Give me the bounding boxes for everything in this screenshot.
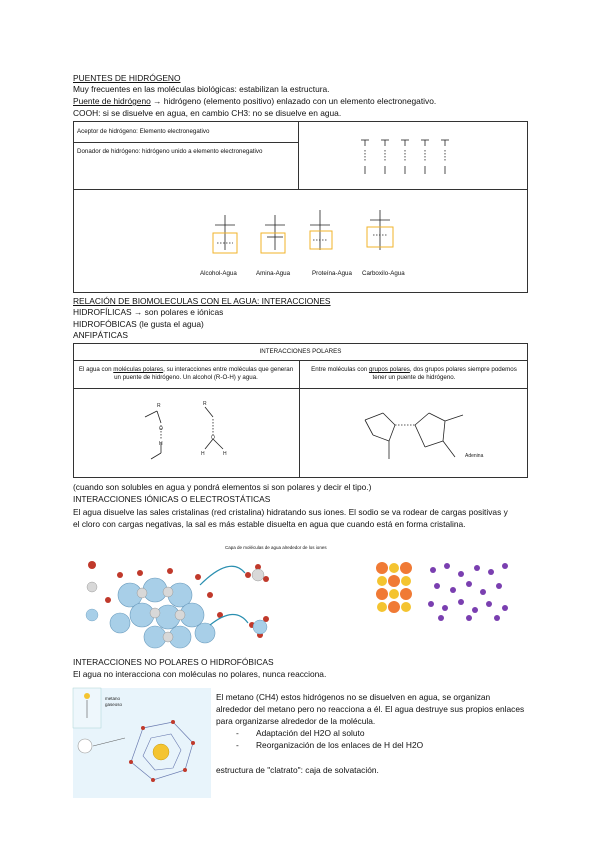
svg-text:Adenina: Adenina [465, 453, 484, 459]
section-title-no-polares: INTERACCIONES NO POLARES O HIDROFÓBICAS [73, 657, 274, 667]
figure-label: Alcohol-Agua [200, 270, 237, 277]
section-title-puentes: PUENTES DE HIDRÓGENO [73, 73, 181, 83]
cell-donador: Donador de hidrógeno: hidrógeno unido a elemento electronegativo [77, 148, 263, 155]
table-divider [298, 121, 299, 189]
term-moleculas-polares: moléculas polares [113, 366, 164, 373]
table-divider [73, 142, 299, 143]
hbond-schematic-figure [355, 128, 465, 178]
term-puente-hidrogeno: Puente de hidrógeno [73, 96, 151, 106]
svg-text:H: H [159, 441, 163, 447]
text-line: ANFIPÁTICAS [73, 330, 128, 340]
table-divider [299, 360, 300, 478]
table-header: INTERACCIONES POLARES [259, 348, 342, 355]
figure-label: Proteína-Agua [312, 270, 352, 277]
figure-label: Carboxilo-Agua [362, 270, 405, 277]
text-line: HIDROFÓBICAS (le gusta el agua) [73, 319, 204, 329]
clathrate-figure [73, 688, 211, 798]
section-title-ionicas: INTERACCIONES IÓNICAS O ELECTROSTÁTICAS [73, 494, 271, 504]
svg-text:O: O [211, 435, 215, 441]
cell-aceptor: Aceptor de hidrógeno: Elemento electronegativo [77, 128, 210, 135]
svg-text:H: H [201, 451, 205, 457]
text-line: COOH: si se disuelve en agua, en cambio CH3: no se disuelve en agua. [73, 108, 342, 118]
svg-text:gaseoso: gaseoso [105, 702, 123, 707]
text-line: HIDROFÍLICAS → son polares e iónicas [73, 307, 224, 317]
list-item: - Reorganización de los enlaces de H del H2O [236, 739, 423, 751]
table-divider [73, 189, 528, 190]
ion-lattice-figure [372, 560, 422, 620]
polar-groups-figure [355, 395, 495, 475]
svg-text:H: H [223, 451, 227, 457]
svg-text:R: R [203, 401, 207, 407]
figure-caption: Capa de moléculas de agua alrededor de los iones [225, 545, 327, 550]
closing-text: estructura de "clatrato": caja de solvatación. [216, 765, 379, 775]
text-line: El agua no interacciona con moléculas no polares, nunca reacciona. [73, 669, 327, 679]
figure-label: Amina-Agua [256, 270, 291, 277]
text-line [73, 96, 436, 107]
salt-dissolution-figure [80, 545, 340, 650]
svg-text:O: O [159, 426, 163, 432]
svg-text:metano: metano [105, 696, 121, 701]
term-grupos-polares: grupos polares [368, 366, 410, 373]
definition-text: → hidrógeno (elemento positivo) enlazado con un elemento electronegativo. [150, 96, 437, 106]
paragraph: El metano (CH4) estos hidrógenos no se disuelven en agua, se organizan alrededor del metano pero no reacciona a él. El agua destruye sus propios enlaces para organizarse alrededor de la molécula. [216, 692, 525, 726]
alcohol-water-figure [135, 395, 245, 470]
list-item: - Adaptación del H2O al soluto [236, 727, 423, 739]
svg-text:R: R [157, 403, 161, 409]
table-divider [73, 360, 528, 361]
bullet-list [236, 727, 423, 751]
cell-left: El agua con moléculas polares, su interacciones entre moléculas que generan un puente de hidrógeno. Un alcohol (R-O-H) y agua. [78, 366, 294, 381]
table-divider [73, 388, 528, 389]
section-title-relacion: RELACIÓN DE BIOMOLECULAS CON EL AGUA: INTERACCIONES [73, 296, 331, 306]
note-text: (cuando son solubles en agua y pondrá elementos si son polares y decir el tipo.) [73, 482, 372, 492]
paragraph: El agua disuelve las sales cristalinas (red cristalina) hidratando sus iones. El sodio se va rodear de cargas positivas y el cloro con cargas negativas, la sal es más estable disuelta en agua que cuando está en forma cristalina. [73, 507, 508, 529]
dispersed-ions-figure [425, 560, 515, 620]
cell-right: Entre moléculas con grupos polares, dos grupos polares siempre podemos tener un puente de hidrógeno. [311, 366, 517, 381]
hbond-molecules-figure [195, 195, 415, 273]
text-line: Muy frecuentes en las moléculas biológicas: estabilizan la estructura. [73, 84, 330, 94]
